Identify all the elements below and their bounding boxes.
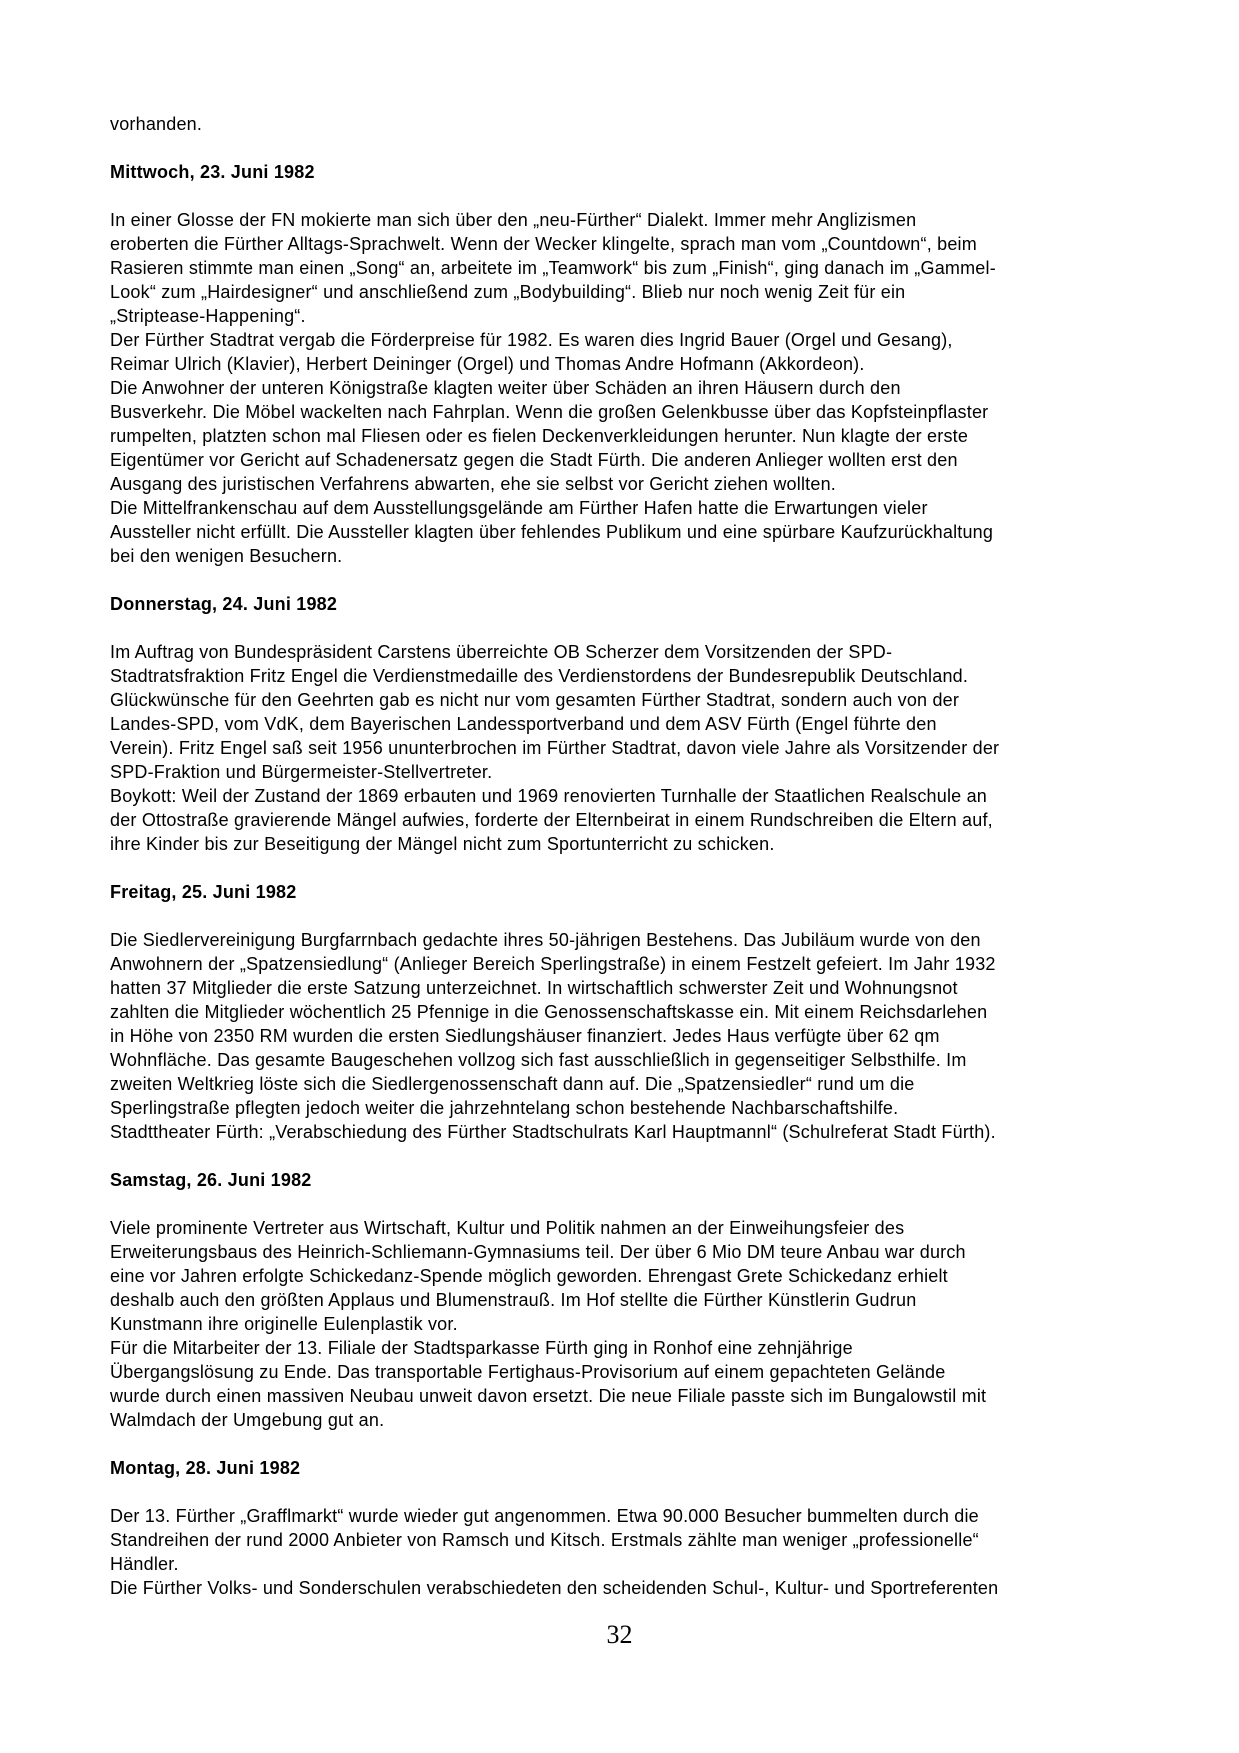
text-line: In einer Glosse der FN mokierte man sich über den „neu-Fürther“ Dialekt. Immer mehr Anglizismen	[110, 210, 917, 230]
text-line: Aussteller nicht erfüllt. Die Aussteller klagten über fehlendes Publikum und eine spürbare Kaufzurückhaltung	[110, 522, 994, 542]
text-line: Kunstmann ihre originelle Eulenplastik vor.	[110, 1314, 458, 1334]
page-number: 32	[606, 1620, 633, 1649]
text-line: Händler.	[110, 1554, 179, 1574]
section-heading: Freitag, 25. Juni 1982	[110, 882, 297, 902]
text-line: Busverkehr. Die Möbel wackelten nach Fahrplan. Wenn die großen Gelenkbusse über das Kopfsteinpflaster	[110, 402, 989, 422]
section-heading: Montag, 28. Juni 1982	[110, 1458, 301, 1478]
text-line: hatten 37 Mitglieder die erste Satzung unterzeichnet. In wirtschaftlich schwerster Zeit und Wohnungsnot	[110, 978, 958, 998]
blank-line	[110, 1192, 1170, 1216]
text-line: zweiten Weltkrieg löste sich die Siedlergenossenschaft dann auf. Die „Spatzensiedler“ rund um die	[110, 1074, 915, 1094]
text-line: SPD-Fraktion und Bürgermeister-Stellvertreter.	[110, 762, 493, 782]
section-heading: Samstag, 26. Juni 1982	[110, 1170, 312, 1190]
text-line: Eigentümer vor Gericht auf Schadenersatz gegen die Stadt Fürth. Die anderen Anlieger wollten erst den	[110, 450, 958, 470]
blank-line	[110, 856, 1170, 880]
text-line: Anwohnern der „Spatzensiedlung“ (Anlieger Bereich Sperlingstraße) in einem Festzelt gefeiert. Im Jahr 1932	[110, 954, 996, 974]
text-line: ihre Kinder bis zur Beseitigung der Mängel nicht zum Sportunterricht zu schicken.	[110, 834, 775, 854]
text-line: Walmdach der Umgebung gut an.	[110, 1410, 385, 1430]
text-line: rumpelten, platzten schon mal Fliesen oder es fielen Deckenverkleidungen herunter. Nun klagte der erste	[110, 426, 969, 446]
text-line: zahlten die Mitglieder wöchentlich 25 Pfennige in die Genossenschaftskasse ein. Mit einem Reichsdarlehen	[110, 1002, 988, 1022]
blank-line	[110, 616, 1170, 640]
text-line: Stadttheater Fürth: „Verabschiedung des Fürther Stadtschulrats Karl Hauptmannl“ (Schulreferat Stadt Fürth).	[110, 1122, 996, 1142]
text-line: Der 13. Fürther „Grafflmarkt“ wurde wieder gut angenommen. Etwa 90.000 Besucher bummelten durch die	[110, 1506, 979, 1526]
text-line: Verein). Fritz Engel saß seit 1956 ununterbrochen im Fürther Stadtrat, davon viele Jahre als Vorsitzender der	[110, 738, 1000, 758]
text-line: deshalb auch den größten Applaus und Blumenstrauß. Im Hof stellte die Fürther Künstlerin Gudrun	[110, 1290, 917, 1310]
text-line: Die Siedlervereinigung Burgfarrnbach gedachte ihres 50-jährigen Bestehens. Das Jubiläum wurde von den	[110, 930, 981, 950]
text-line: Look“ zum „Hairdesigner“ und anschließend zum „Bodybuilding“. Blieb nur noch wenig Zeit für ein	[110, 282, 906, 302]
text-line: Die Mittelfrankenschau auf dem Ausstellungsgelände am Fürther Hafen hatte die Erwartungen vieler	[110, 498, 928, 518]
text-line: vorhanden.	[110, 114, 203, 134]
text-line: Ausgang des juristischen Verfahrens abwarten, ehe sie selbst vor Gericht ziehen wollten.	[110, 474, 836, 494]
blank-line	[110, 1432, 1170, 1456]
text-line: der Ottostraße gravierende Mängel aufwies, forderte der Elternbeirat in einem Rundschreiben die Eltern auf,	[110, 810, 993, 830]
text-line: „Striptease-Happening“.	[110, 306, 306, 326]
section-heading: Donnerstag, 24. Juni 1982	[110, 594, 338, 614]
text-line: Reimar Ulrich (Klavier), Herbert Deininger (Orgel) und Thomas Andre Hofmann (Akkordeon).	[110, 354, 865, 374]
text-line: Landes-SPD, vom VdK, dem Bayerischen Landessportverband und dem ASV Fürth (Engel führte den	[110, 714, 937, 734]
blank-line	[110, 904, 1170, 928]
text-line: bei den wenigen Besuchern.	[110, 546, 343, 566]
blank-line	[110, 568, 1170, 592]
text-line: Im Auftrag von Bundespräsident Carstens überreichte OB Scherzer dem Vorsitzenden der SPD-	[110, 642, 893, 662]
blank-line	[110, 1144, 1170, 1168]
section-heading: Mittwoch, 23. Juni 1982	[110, 162, 315, 182]
text-line: wurde durch einen massiven Neubau unweit davon ersetzt. Die neue Filiale passte sich im Bungalowstil mit	[110, 1386, 987, 1406]
text-line: Stadtratsfraktion Fritz Engel die Verdienstmedaille des Verdienstordens der Bundesrepublik Deutschland.	[110, 666, 969, 686]
blank-line	[110, 1480, 1170, 1504]
text-line: Wohnfläche. Das gesamte Baugeschehen vollzog sich fast ausschließlich in gegenseitiger Selbsthilfe. Im	[110, 1050, 967, 1070]
text-line: Erweiterungsbaus des Heinrich-Schliemann-Gymnasiums teil. Der über 6 Mio DM teure Anbau war durch	[110, 1242, 966, 1262]
text-line: Rasieren stimmte man einen „Song“ an, arbeitete im „Teamwork“ bis zum „Finish“, ging danach im „Gammel-	[110, 258, 996, 278]
text-line: Sperlingstraße pflegten jedoch weiter die jahrzehntelang schon bestehende Nachbarschaftshilfe.	[110, 1098, 899, 1118]
blank-line	[110, 136, 1170, 160]
text-line: eine vor Jahren erfolgte Schickedanz-Spende möglich geworden. Ehrengast Grete Schickedanz erhielt	[110, 1266, 948, 1286]
blank-line	[110, 184, 1170, 208]
text-line: Die Anwohner der unteren Königstraße klagten weiter über Schäden an ihren Häusern durch den	[110, 378, 901, 398]
text-line: in Höhe von 2350 RM wurden die ersten Siedlungshäuser finanziert. Jedes Haus verfügte über 62 qm	[110, 1026, 940, 1046]
text-line: Standreihen der rund 2000 Anbieter von Ramsch und Kitsch. Erstmals zählte man weniger „professionelle“	[110, 1530, 979, 1550]
text-line: Glückwünsche für den Geehrten gab es nicht nur vom gesamten Fürther Stadtrat, sondern auch von der	[110, 690, 960, 710]
text-line: Der Fürther Stadtrat vergab die Förderpreise für 1982. Es waren dies Ingrid Bauer (Orgel und Gesang),	[110, 330, 953, 350]
text-line: Die Fürther Volks- und Sonderschulen verabschiedeten den scheidenden Schul-, Kultur- und Sportreferenten	[110, 1578, 999, 1598]
document-body	[110, 112, 1170, 1600]
text-line: Für die Mitarbeiter der 13. Filiale der Stadtsparkasse Fürth ging in Ronhof eine zehnjährige	[110, 1338, 853, 1358]
text-line: Übergangslösung zu Ende. Das transportable Fertighaus-Provisorium auf einem gepachteten Gelände	[110, 1362, 946, 1382]
text-line: Boykott: Weil der Zustand der 1869 erbauten und 1969 renovierten Turnhalle der Staatlichen Realschule an	[110, 786, 988, 806]
text-line: eroberten die Fürther Alltags-Sprachwelt. Wenn der Wecker klingelte, sprach man vom „Countdown“, beim	[110, 234, 977, 254]
text-line: Viele prominente Vertreter aus Wirtschaft, Kultur und Politik nahmen an der Einweihungsfeier des	[110, 1218, 905, 1238]
